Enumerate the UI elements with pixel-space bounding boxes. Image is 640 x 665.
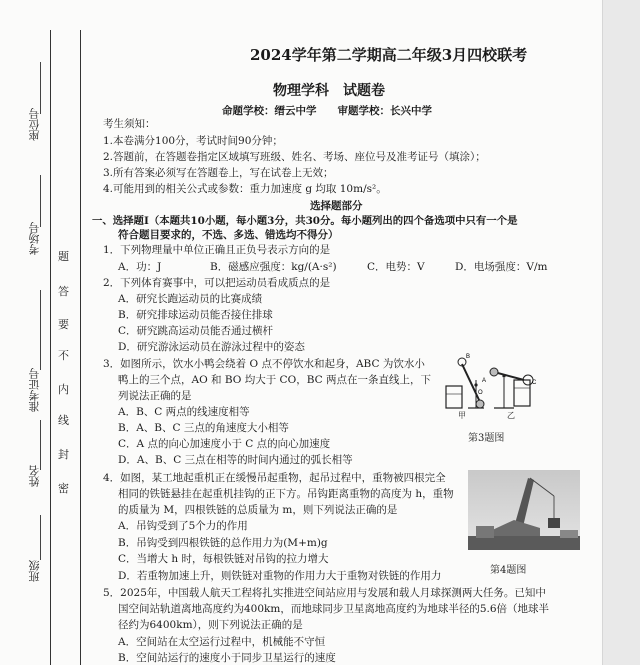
svg-text:C: C (532, 380, 537, 386)
seal-char: 密 (58, 482, 69, 495)
question-3-stem-3: 列说法正确的是 (118, 390, 192, 402)
question-3-stem-2: 鸭上的三个点，AO 和 BO 均大于 CO，BC 两点在一条直线上，下 (118, 374, 431, 386)
binding-line-inner (80, 30, 81, 665)
question-4-stem-3: 的质量为 M，四根铁链的总质量为 m，则下列说法正确的是 (118, 504, 398, 516)
q1-option-a: A．功：J (118, 261, 162, 273)
notice-item: 2.答题前，在答题卷指定区域填写班级、姓名、考场、座位号及准考证号（填涂）； (103, 151, 486, 163)
seal-char: 不 (58, 349, 69, 362)
q2-option-b: B．研究排球运动员能否接住排球 (118, 309, 273, 321)
q4-option-c: C．当增大 h 时，每根铁链对吊钩的拉力增大 (118, 553, 329, 565)
question-5-stem-3: 径约为6400km），则下列说法正确的是 (118, 619, 303, 631)
question-4-stem: 4．如图，某工地起重机正在缓慢吊起重物，起吊过程中，重物被四根完全 (103, 472, 446, 484)
q4-figure-caption: 第4题图 (490, 565, 527, 576)
exam-id-field[interactable] (40, 290, 41, 370)
q1-option-b: B．磁感应强度：kg/(A·s²) (210, 261, 337, 273)
notice-item: 4.可能用到的相关公式或参数：重力加速度 g 均取 10m/s²。 (103, 183, 387, 195)
q3-option-b: B．A、B、C 三点的角速度大小相等 (118, 422, 289, 434)
seal-char: 题 (58, 250, 69, 263)
seal-char: 线 (58, 414, 69, 427)
q1-option-c: C．电势：V (367, 261, 425, 273)
subject-title: 物理学科 试题卷 (273, 83, 385, 99)
question-5-stem-2: 国空间站轨道离地高度约为400km，而地球同步卫星离地高度约为地球半径的5.6倍（地球半 (118, 603, 550, 615)
q5-option-b: B．空间站运行的速度小于同步卫星运行的速度 (118, 652, 336, 664)
exam-title: 2024学年第二学期高二年级3月四校联考 (250, 46, 528, 64)
seal-char: 内 (58, 383, 69, 396)
class-label: 班级 (28, 560, 41, 582)
crane-photo (468, 470, 580, 550)
question-3-stem: 3．如图所示，饮水小鸭会绕着 O 点不停饮水和起身，ABC 为饮水小 (103, 358, 425, 370)
part1-instructions: 一、选择题Ⅰ（本题共10小题，每小题3分，共30分。每小题列出的四个备选项中只有一个是 (92, 215, 518, 227)
q2-option-d: D．研究游泳运动员在游泳过程中的姿态 (118, 341, 305, 353)
svg-text:O: O (478, 390, 483, 396)
q5-option-a: A．空间站在太空运行过程中，机械能不守恒 (118, 636, 326, 648)
seal-char: 封 (58, 448, 69, 461)
q3-option-d: D．A、B、C 三点在相等的时间内通过的弧长相等 (118, 454, 353, 466)
binding-line-outer (50, 30, 51, 665)
class-field[interactable] (40, 515, 41, 560)
q2-option-c: C．研究跳高运动员能否通过横杆 (118, 325, 274, 337)
name-label: 姓名 (28, 465, 41, 487)
notice-item: 1.本卷满分100分，考试时间90分钟； (103, 135, 283, 147)
seal-char: 要 (58, 318, 69, 331)
q3-figure-right-label: 乙 (507, 411, 515, 420)
svg-text:A: A (482, 378, 487, 384)
part1-instructions-2: 符合题目要求的，不选、多选、错选均不得分） (118, 229, 339, 241)
question-2-stem: 2．下列体育赛事中，可以把运动员看成质点的是 (103, 277, 331, 289)
question-1-stem: 1．下列物理量中单位正确且正负号表示方向的是 (103, 244, 331, 256)
name-field[interactable] (40, 420, 41, 470)
question-5-stem: 5．2025年，中国载人航天工程将扎实推进空间站应用与发展和载人月球探测两大任务。已知中 (103, 587, 546, 599)
q4-option-d: D．若重物加速上升，则铁链对重物的作用力大于重物对铁链的作用力 (118, 570, 442, 582)
schools-line: 命题学校：缙云中学 审题学校：长兴中学 (222, 105, 432, 117)
q1-option-d: D．电场强度：V/m (455, 261, 548, 273)
q3-figure-caption: 第3题图 (468, 433, 505, 444)
exam-room-field[interactable] (40, 175, 41, 227)
q3-option-c: C．A 点的向心加速度小于 C 点的向心加速度 (118, 438, 331, 450)
q3-figure-left-label: 甲 (458, 411, 466, 420)
q2-option-a: A．研究长跑运动员的比赛成绩 (118, 293, 263, 305)
section-label: 选择题部分 (310, 200, 363, 212)
seat-label: 座位号 (28, 108, 41, 141)
exam-room-label: 考场号 (28, 222, 41, 255)
q4-option-a: A．吊钩受到了5个力的作用 (118, 520, 248, 532)
q3-option-a: A．B、C 两点的线速度相等 (118, 406, 250, 418)
q4-option-b: B．吊钩受到四根铁链的总作用力为(M+m)g (118, 537, 328, 549)
seat-field[interactable] (40, 62, 41, 114)
svg-text:B: B (466, 354, 471, 360)
drinking-duck-figure (440, 350, 550, 422)
question-4-stem-2: 相同的铁链悬挂在起重机挂钩的正下方。吊钩距离重物的高度为 h，重物 (118, 488, 454, 500)
viewer-background (602, 0, 640, 665)
exam-id-label: 准考证号 (28, 368, 41, 412)
notice-heading: 考生须知： (103, 118, 156, 130)
seal-char: 答 (58, 285, 69, 298)
notice-item: 3.所有答案必须写在答题卷上，写在试卷上无效； (103, 167, 334, 179)
